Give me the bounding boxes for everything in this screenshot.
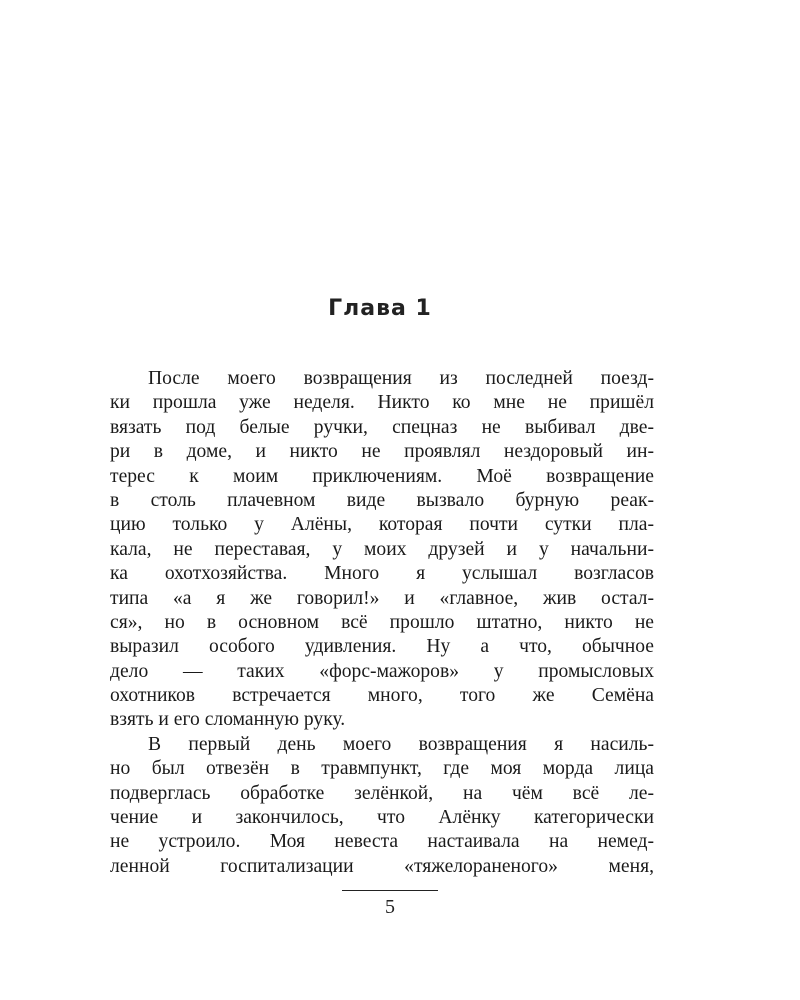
text-line: ка охотхозяйства. Много я услышал возгласов bbox=[110, 563, 654, 585]
text-line: терес к моим приключениям. Моё возвращение bbox=[110, 465, 654, 487]
text-line: ся», но в основном всё прошло штатно, никто не bbox=[110, 611, 654, 633]
text-line: но был отвезён в травмпункт, где моя морда лица bbox=[110, 758, 654, 780]
body-text bbox=[110, 367, 654, 879]
text-line: ленной госпитализации «тяжелораненого» меня, bbox=[110, 855, 654, 877]
page-number: 5 bbox=[385, 896, 395, 918]
text-line: ри в доме, и никто не проявлял нездоровый ин- bbox=[110, 441, 654, 463]
text-line: После моего возвращения из последней поезд- bbox=[148, 368, 654, 389]
text-line: подверглась обработке зелёнкой, на чём всё ле- bbox=[110, 782, 654, 804]
text-line: в столь плачевном виде вызвало бурную реак- bbox=[110, 489, 654, 511]
text-line: типа «а я же говорил!» и «главное, жив остал- bbox=[110, 587, 654, 609]
text-line: В первый день моего возвращения я насиль- bbox=[148, 733, 654, 755]
text-line: кала, не переставая, у моих друзей и у начальни- bbox=[110, 538, 654, 560]
text-line: вязать под белые ручки, спецназ не выбивал две- bbox=[110, 416, 654, 438]
text-line: охотников встречается много, того же Семёна bbox=[110, 685, 654, 707]
text-line: чение и закончилось, что Алёнку категорически bbox=[110, 807, 654, 829]
text-line: дело — таких «форс-мажоров» у промысловых bbox=[110, 660, 654, 682]
text-line: взять и его сломанную руку. bbox=[110, 709, 346, 731]
text-line: ки прошла уже неделя. Никто ко мне не пришёл bbox=[110, 392, 654, 414]
text-line: цию только у Алёны, которая почти сутки пла- bbox=[110, 514, 654, 536]
text-line: не устроило. Моя невеста настаивала на немед- bbox=[110, 831, 654, 853]
chapter-title: Глава 1 bbox=[328, 296, 432, 321]
text-line: выразил особого удивления. Ну а что, обычное bbox=[110, 636, 654, 658]
footer-rule bbox=[342, 890, 438, 891]
